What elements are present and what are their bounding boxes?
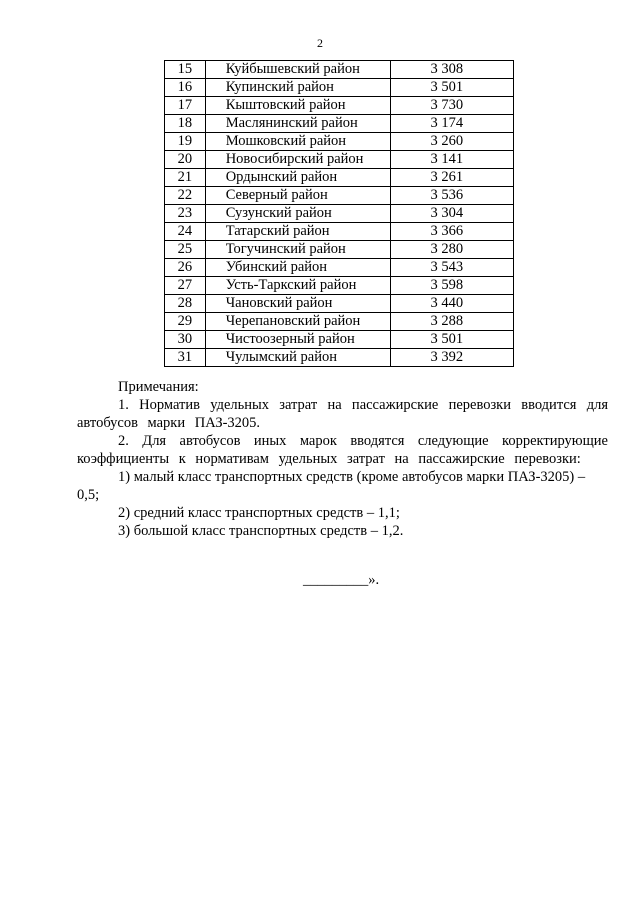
district-name: Чистоозерный район bbox=[205, 331, 390, 349]
row-number: 23 bbox=[165, 205, 206, 223]
notes-section bbox=[77, 378, 608, 540]
district-name: Маслянинский район bbox=[205, 115, 390, 133]
row-number: 31 bbox=[165, 349, 206, 367]
cost-value: 3 501 bbox=[390, 331, 513, 349]
table-row bbox=[165, 133, 514, 151]
cost-value: 3 543 bbox=[390, 259, 513, 277]
row-number: 16 bbox=[165, 79, 206, 97]
table-row bbox=[165, 79, 514, 97]
row-number: 19 bbox=[165, 133, 206, 151]
coefficient-item-3: 3) большой класс транспортных средств – 1,2. bbox=[118, 523, 404, 539]
district-name: Чановский район bbox=[205, 295, 390, 313]
row-number: 27 bbox=[165, 277, 206, 295]
district-name: Мошковский район bbox=[205, 133, 390, 151]
row-number: 30 bbox=[165, 331, 206, 349]
note-1: 1. Норматив удельных затрат на пассажирские перевозки вводится для автобусов марки ПАЗ-3205. bbox=[77, 397, 608, 431]
table-row bbox=[165, 259, 514, 277]
cost-value: 3 280 bbox=[390, 241, 513, 259]
district-name: Черепановский район bbox=[205, 313, 390, 331]
table-row bbox=[165, 295, 514, 313]
cost-value: 3 536 bbox=[390, 187, 513, 205]
row-number: 22 bbox=[165, 187, 206, 205]
cost-value: 3 260 bbox=[390, 133, 513, 151]
closing-mark: _________». bbox=[303, 572, 380, 588]
table-row bbox=[165, 349, 514, 367]
row-number: 15 bbox=[165, 61, 206, 79]
table-row bbox=[165, 151, 514, 169]
row-number: 26 bbox=[165, 259, 206, 277]
row-number: 24 bbox=[165, 223, 206, 241]
cost-value: 3 261 bbox=[390, 169, 513, 187]
table-body bbox=[165, 61, 514, 367]
table-row bbox=[165, 223, 514, 241]
district-name: Сузунский район bbox=[205, 205, 390, 223]
cost-value: 3 288 bbox=[390, 313, 513, 331]
table-row bbox=[165, 115, 514, 133]
notes-heading: Примечания: bbox=[118, 379, 199, 395]
district-name: Купинский район bbox=[205, 79, 390, 97]
row-number: 17 bbox=[165, 97, 206, 115]
district-name: Тогучинский район bbox=[205, 241, 390, 259]
district-name: Убинский район bbox=[205, 259, 390, 277]
row-number: 21 bbox=[165, 169, 206, 187]
row-number: 25 bbox=[165, 241, 206, 259]
note-2: 2. Для автобусов иных марок вводятся следующие корректирующие коэффициенты к нормативам удельных затрат на пассажирские перевозки: bbox=[77, 433, 608, 467]
district-name: Куйбышевский район bbox=[205, 61, 390, 79]
district-name: Северный район bbox=[205, 187, 390, 205]
table-row bbox=[165, 277, 514, 295]
cost-value: 3 141 bbox=[390, 151, 513, 169]
table-row bbox=[165, 169, 514, 187]
district-cost-table bbox=[164, 60, 514, 367]
row-number: 20 bbox=[165, 151, 206, 169]
table-row bbox=[165, 331, 514, 349]
district-name: Ордынский район bbox=[205, 169, 390, 187]
district-name: Чулымский район bbox=[205, 349, 390, 367]
district-name: Усть-Таркский район bbox=[205, 277, 390, 295]
table-row bbox=[165, 205, 514, 223]
cost-value: 3 366 bbox=[390, 223, 513, 241]
table-row bbox=[165, 61, 514, 79]
table-row bbox=[165, 241, 514, 259]
district-name: Кыштовский район bbox=[205, 97, 390, 115]
table-row bbox=[165, 187, 514, 205]
row-number: 29 bbox=[165, 313, 206, 331]
coefficient-item-1: 1) малый класс транспортных средств (кроме автобусов марки ПАЗ-3205) – 0,5; bbox=[77, 469, 586, 503]
cost-value: 3 730 bbox=[390, 97, 513, 115]
table-row bbox=[165, 97, 514, 115]
coefficient-item-2: 2) средний класс транспортных средств – 1,1; bbox=[118, 505, 400, 521]
district-name: Новосибирский район bbox=[205, 151, 390, 169]
cost-value: 3 598 bbox=[390, 277, 513, 295]
page-number: 2 bbox=[317, 36, 323, 50]
cost-value: 3 174 bbox=[390, 115, 513, 133]
district-name: Татарский район bbox=[205, 223, 390, 241]
table-row bbox=[165, 313, 514, 331]
cost-value: 3 501 bbox=[390, 79, 513, 97]
cost-value: 3 308 bbox=[390, 61, 513, 79]
cost-value: 3 440 bbox=[390, 295, 513, 313]
row-number: 18 bbox=[165, 115, 206, 133]
row-number: 28 bbox=[165, 295, 206, 313]
cost-value: 3 304 bbox=[390, 205, 513, 223]
cost-value: 3 392 bbox=[390, 349, 513, 367]
